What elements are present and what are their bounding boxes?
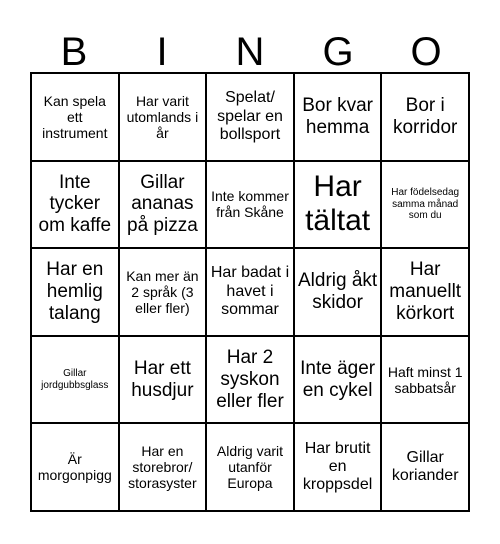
cell-text: Gillar jordgubbsglass bbox=[41, 368, 109, 391]
bingo-cell[interactable] bbox=[294, 161, 382, 249]
cell-text: Spelat/ spelar en bollsport bbox=[217, 89, 283, 143]
bingo-cell[interactable] bbox=[31, 336, 119, 424]
bingo-cell[interactable] bbox=[31, 161, 119, 249]
bingo-cell[interactable] bbox=[294, 336, 382, 424]
bingo-cell[interactable] bbox=[119, 248, 207, 336]
cell-text: Inte tycker om kaffe bbox=[38, 171, 112, 237]
header-letter-n: N bbox=[235, 30, 265, 74]
bingo-cell[interactable] bbox=[119, 423, 207, 511]
cell-text: Haft minst 1 sabbatsår bbox=[387, 363, 463, 396]
bingo-cell[interactable] bbox=[206, 161, 294, 249]
cell-text: Har tältat bbox=[305, 169, 371, 238]
cell-text: Bor i korridor bbox=[392, 94, 458, 138]
cell-text: Har ett husdjur bbox=[131, 357, 194, 401]
bingo-cell[interactable] bbox=[294, 73, 382, 161]
bingo-cell[interactable] bbox=[119, 73, 207, 161]
header-letter-b: B bbox=[60, 30, 88, 74]
bingo-cell[interactable] bbox=[381, 161, 469, 249]
bingo-cell[interactable] bbox=[294, 423, 382, 511]
bingo-cell[interactable] bbox=[381, 336, 469, 424]
bingo-cell[interactable] bbox=[31, 423, 119, 511]
bingo-cell[interactable] bbox=[31, 248, 119, 336]
cell-text: Kan spela ett instrument bbox=[42, 92, 108, 141]
bingo-grid bbox=[30, 72, 470, 512]
cell-text: Har varit utomlands i år bbox=[126, 92, 199, 141]
bingo-cell[interactable] bbox=[294, 248, 382, 336]
bingo-cell[interactable] bbox=[206, 73, 294, 161]
cell-text: Har manuellt körkort bbox=[389, 259, 462, 324]
header-letter-g: G bbox=[322, 30, 354, 74]
bingo-cell[interactable] bbox=[381, 248, 469, 336]
bingo-cell[interactable] bbox=[381, 423, 469, 511]
bingo-cell[interactable] bbox=[206, 336, 294, 424]
cell-text: Inte kommer från Skåne bbox=[211, 188, 289, 221]
bingo-cell[interactable] bbox=[206, 423, 294, 511]
bingo-cell[interactable] bbox=[31, 73, 119, 161]
cell-text: Inte äger en cykel bbox=[300, 357, 376, 401]
cell-text: Är morgonpigg bbox=[37, 451, 112, 484]
header-letter-o: O bbox=[410, 30, 442, 74]
cell-text: Har en storebror/ storasyster bbox=[128, 443, 197, 492]
cell-text: Har badat i havet i sommar bbox=[210, 264, 290, 319]
cell-text: Har brutit en kroppsdel bbox=[302, 439, 373, 494]
cell-text: Har en hemlig talang bbox=[46, 259, 104, 324]
cell-text: Har födelsedag samma månad som du bbox=[391, 187, 460, 222]
cell-text: Gillar koriander bbox=[391, 448, 459, 485]
cell-text: Har 2 syskon eller fler bbox=[216, 346, 284, 412]
bingo-cell[interactable] bbox=[119, 161, 207, 249]
cell-text: Aldrig varit utanför Europa bbox=[216, 443, 284, 492]
bingo-header bbox=[30, 28, 470, 76]
cell-text: Bor kvar hemma bbox=[302, 94, 373, 138]
cell-text: Kan mer än 2 språk (3 eller fler) bbox=[126, 267, 199, 317]
bingo-cell[interactable] bbox=[206, 248, 294, 336]
cell-text: Aldrig åkt skidor bbox=[297, 270, 378, 313]
bingo-cell[interactable] bbox=[119, 336, 207, 424]
header-letter-i: I bbox=[156, 30, 168, 74]
bingo-cell[interactable] bbox=[381, 73, 469, 161]
cell-text: Gillar ananas på pizza bbox=[127, 171, 198, 237]
